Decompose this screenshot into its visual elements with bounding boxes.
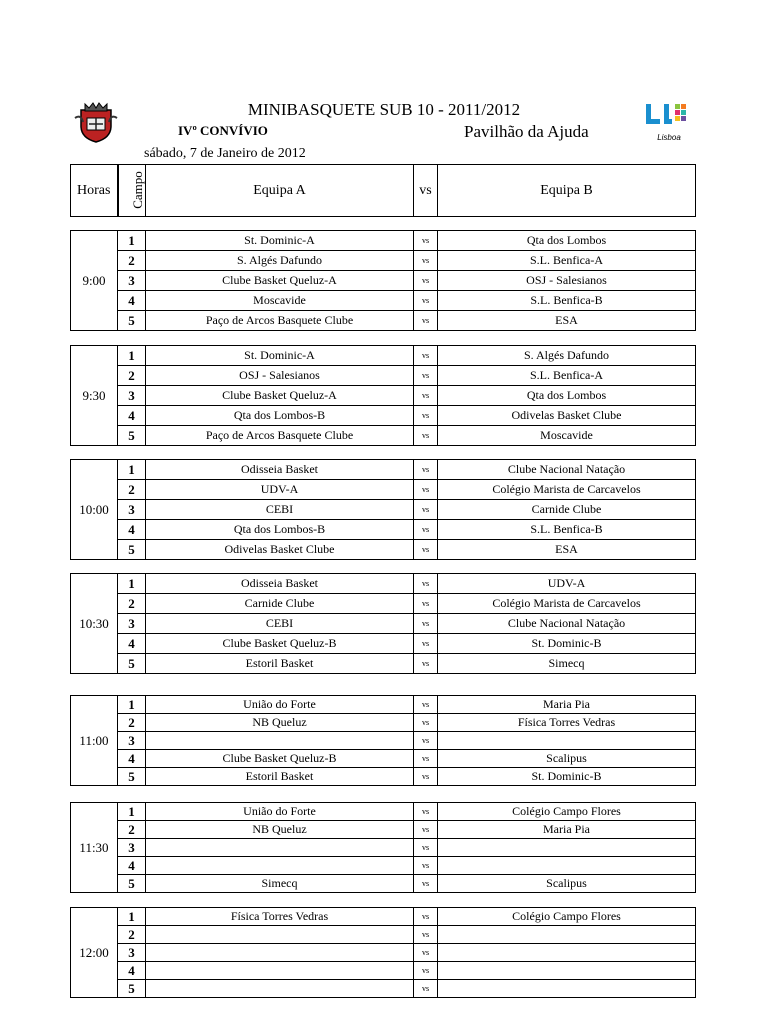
game-row [71, 480, 696, 500]
game-row [71, 231, 696, 251]
time-slot-table [70, 459, 696, 560]
campo-number: 2 [118, 594, 146, 614]
game-row [71, 980, 696, 998]
vs-label: vs [414, 386, 438, 406]
game-row [71, 251, 696, 271]
slot-time: 12:00 [71, 908, 118, 998]
vs-label: vs [414, 500, 438, 520]
time-slot-table [70, 695, 696, 786]
vs-label: vs [414, 857, 438, 875]
team-b: S.L. Benfica-B [438, 291, 696, 311]
team-b: Colégio Marista de Carcavelos [438, 594, 696, 614]
game-row [71, 875, 696, 893]
team-a [146, 944, 414, 962]
campo-number: 3 [118, 732, 146, 750]
team-a: Estoril Basket [146, 768, 414, 786]
team-b [438, 980, 696, 998]
vs-label: vs [414, 231, 438, 251]
vs-label: vs [414, 271, 438, 291]
game-row [71, 926, 696, 944]
campo-number: 1 [118, 908, 146, 926]
campo-number: 2 [118, 714, 146, 732]
vs-label: vs [414, 426, 438, 446]
campo-number: 4 [118, 406, 146, 426]
vs-label: vs [414, 594, 438, 614]
game-row [71, 908, 696, 926]
campo-number: 1 [118, 231, 146, 251]
game-row [71, 540, 696, 560]
column-team-a: Equipa A [146, 165, 414, 217]
team-b: St. Dominic-B [438, 768, 696, 786]
game-row [71, 574, 696, 594]
team-a: St. Dominic-A [146, 346, 414, 366]
team-a [146, 732, 414, 750]
slot-time: 9:00 [71, 231, 118, 331]
game-row [71, 614, 696, 634]
campo-number: 2 [118, 366, 146, 386]
team-b: Odivelas Basket Clube [438, 406, 696, 426]
team-a [146, 839, 414, 857]
campo-number: 1 [118, 346, 146, 366]
team-a [146, 962, 414, 980]
time-slot-table [70, 230, 696, 331]
team-b: Clube Nacional Natação [438, 614, 696, 634]
campo-number: 5 [118, 875, 146, 893]
team-a: CEBI [146, 614, 414, 634]
team-b: Colégio Campo Flores [438, 908, 696, 926]
team-a: Carnide Clube [146, 594, 414, 614]
team-a: Odisseia Basket [146, 460, 414, 480]
vs-label: vs [414, 980, 438, 998]
team-b [438, 926, 696, 944]
slot-time: 10:30 [71, 574, 118, 674]
schedule-header [70, 164, 696, 217]
team-b: S.L. Benfica-A [438, 366, 696, 386]
game-row [71, 857, 696, 875]
game-row [71, 768, 696, 786]
team-b: ESA [438, 540, 696, 560]
game-row [71, 696, 696, 714]
campo-number: 2 [118, 926, 146, 944]
campo-number: 5 [118, 980, 146, 998]
vs-label: vs [414, 696, 438, 714]
team-b: S.L. Benfica-A [438, 251, 696, 271]
team-a: Clube Basket Queluz-A [146, 271, 414, 291]
team-b [438, 962, 696, 980]
team-a: Qta dos Lombos-B [146, 520, 414, 540]
campo-number: 5 [118, 540, 146, 560]
team-a: Estoril Basket [146, 654, 414, 674]
vs-label: vs [414, 926, 438, 944]
slot-time: 11:00 [71, 696, 118, 786]
vs-label: vs [414, 574, 438, 594]
vs-label: vs [414, 460, 438, 480]
team-a: Paço de Arcos Basquete Clube [146, 426, 414, 446]
vs-label: vs [414, 614, 438, 634]
slot-time: 10:00 [71, 460, 118, 560]
game-row [71, 366, 696, 386]
vs-label: vs [414, 311, 438, 331]
team-b: S. Algés Dafundo [438, 346, 696, 366]
campo-number: 3 [118, 614, 146, 634]
game-row [71, 654, 696, 674]
vs-label: vs [414, 654, 438, 674]
game-row [71, 386, 696, 406]
vs-label: vs [414, 406, 438, 426]
vs-label: vs [414, 750, 438, 768]
game-row [71, 460, 696, 480]
campo-number: 3 [118, 386, 146, 406]
team-a: CEBI [146, 500, 414, 520]
event-date: sábado, 7 de Janeiro de 2012 [144, 146, 306, 161]
game-row [71, 311, 696, 331]
team-b [438, 944, 696, 962]
campo-number: 2 [118, 821, 146, 839]
game-row [71, 821, 696, 839]
team-b: Qta dos Lombos [438, 386, 696, 406]
campo-number: 1 [118, 803, 146, 821]
game-row [71, 750, 696, 768]
game-row [71, 962, 696, 980]
team-a: Física Torres Vedras [146, 908, 414, 926]
team-b: Maria Pia [438, 821, 696, 839]
team-a: Simecq [146, 875, 414, 893]
venue-name: Pavilhão da Ajuda [464, 122, 589, 141]
column-horas: Horas [71, 165, 118, 217]
game-row [71, 291, 696, 311]
team-b: Colégio Marista de Carcavelos [438, 480, 696, 500]
campo-number: 3 [118, 500, 146, 520]
team-b: Scalipus [438, 875, 696, 893]
campo-number: 1 [118, 696, 146, 714]
vs-label: vs [414, 480, 438, 500]
campo-number: 1 [118, 460, 146, 480]
game-row [71, 803, 696, 821]
column-campo: Campo [118, 165, 146, 217]
team-a: Clube Basket Queluz-B [146, 750, 414, 768]
vs-label: vs [414, 714, 438, 732]
vs-label: vs [414, 944, 438, 962]
game-row [71, 714, 696, 732]
game-row [71, 406, 696, 426]
game-row [71, 346, 696, 366]
team-b: ESA [438, 311, 696, 331]
vs-label: vs [414, 291, 438, 311]
vs-label: vs [414, 366, 438, 386]
team-a: Odivelas Basket Clube [146, 540, 414, 560]
column-vs: vs [414, 165, 438, 217]
game-row [71, 271, 696, 291]
campo-number: 5 [118, 654, 146, 674]
team-b: Física Torres Vedras [438, 714, 696, 732]
campo-number: 4 [118, 750, 146, 768]
campo-number: 1 [118, 574, 146, 594]
team-a: Moscavide [146, 291, 414, 311]
team-a: NB Queluz [146, 714, 414, 732]
team-a: S. Algés Dafundo [146, 251, 414, 271]
team-a: Clube Basket Queluz-A [146, 386, 414, 406]
slot-time: 9:30 [71, 346, 118, 446]
campo-number: 2 [118, 251, 146, 271]
team-b: OSJ - Salesianos [438, 271, 696, 291]
campo-number: 5 [118, 426, 146, 446]
campo-number: 3 [118, 271, 146, 291]
game-row [71, 944, 696, 962]
game-row [71, 520, 696, 540]
campo-number: 5 [118, 311, 146, 331]
team-a [146, 980, 414, 998]
team-b [438, 839, 696, 857]
team-a: Qta dos Lombos-B [146, 406, 414, 426]
team-b: S.L. Benfica-B [438, 520, 696, 540]
campo-number: 4 [118, 291, 146, 311]
team-b [438, 732, 696, 750]
team-b: Qta dos Lombos [438, 231, 696, 251]
team-a: Odisseia Basket [146, 574, 414, 594]
team-b: UDV-A [438, 574, 696, 594]
vs-label: vs [414, 634, 438, 654]
team-b: Moscavide [438, 426, 696, 446]
game-row [71, 594, 696, 614]
team-a [146, 926, 414, 944]
game-row [71, 634, 696, 654]
vs-label: vs [414, 803, 438, 821]
campo-number: 4 [118, 857, 146, 875]
team-b: Maria Pia [438, 696, 696, 714]
game-row [71, 426, 696, 446]
campo-number: 5 [118, 768, 146, 786]
campo-number: 3 [118, 944, 146, 962]
team-b: Simecq [438, 654, 696, 674]
vs-label: vs [414, 540, 438, 560]
vs-label: vs [414, 251, 438, 271]
team-a: União do Forte [146, 696, 414, 714]
time-slot-table [70, 573, 696, 674]
vs-label: vs [414, 875, 438, 893]
game-row [71, 732, 696, 750]
team-b: Clube Nacional Natação [438, 460, 696, 480]
team-b: Carnide Clube [438, 500, 696, 520]
vs-label: vs [414, 346, 438, 366]
campo-number: 2 [118, 480, 146, 500]
vs-label: vs [414, 908, 438, 926]
time-slot-table [70, 907, 696, 998]
team-b: Scalipus [438, 750, 696, 768]
team-a: NB Queluz [146, 821, 414, 839]
team-a: União do Forte [146, 803, 414, 821]
game-row [71, 839, 696, 857]
slot-time: 11:30 [71, 803, 118, 893]
campo-number: 4 [118, 520, 146, 540]
campo-number: 3 [118, 839, 146, 857]
team-a: Clube Basket Queluz-B [146, 634, 414, 654]
team-a: OSJ - Salesianos [146, 366, 414, 386]
event-subtitle: IVº CONVÍVIO [178, 123, 268, 138]
team-a [146, 857, 414, 875]
vs-label: vs [414, 768, 438, 786]
vs-label: vs [414, 520, 438, 540]
team-b [438, 857, 696, 875]
team-a: St. Dominic-A [146, 231, 414, 251]
time-slot-table [70, 345, 696, 446]
time-slot-table [70, 802, 696, 893]
campo-number: 4 [118, 634, 146, 654]
vs-label: vs [414, 732, 438, 750]
game-row [71, 500, 696, 520]
team-a: Paço de Arcos Basquete Clube [146, 311, 414, 331]
vs-label: vs [414, 839, 438, 857]
vs-label: vs [414, 821, 438, 839]
page-title: MINIBASQUETE SUB 10 - 2011/2012 [247, 100, 521, 119]
team-b: St. Dominic-B [438, 634, 696, 654]
team-a: UDV-A [146, 480, 414, 500]
vs-label: vs [414, 962, 438, 980]
campo-number: 4 [118, 962, 146, 980]
svg-text:Lisboa: Lisboa [657, 133, 681, 142]
team-b: Colégio Campo Flores [438, 803, 696, 821]
column-team-b: Equipa B [438, 165, 696, 217]
